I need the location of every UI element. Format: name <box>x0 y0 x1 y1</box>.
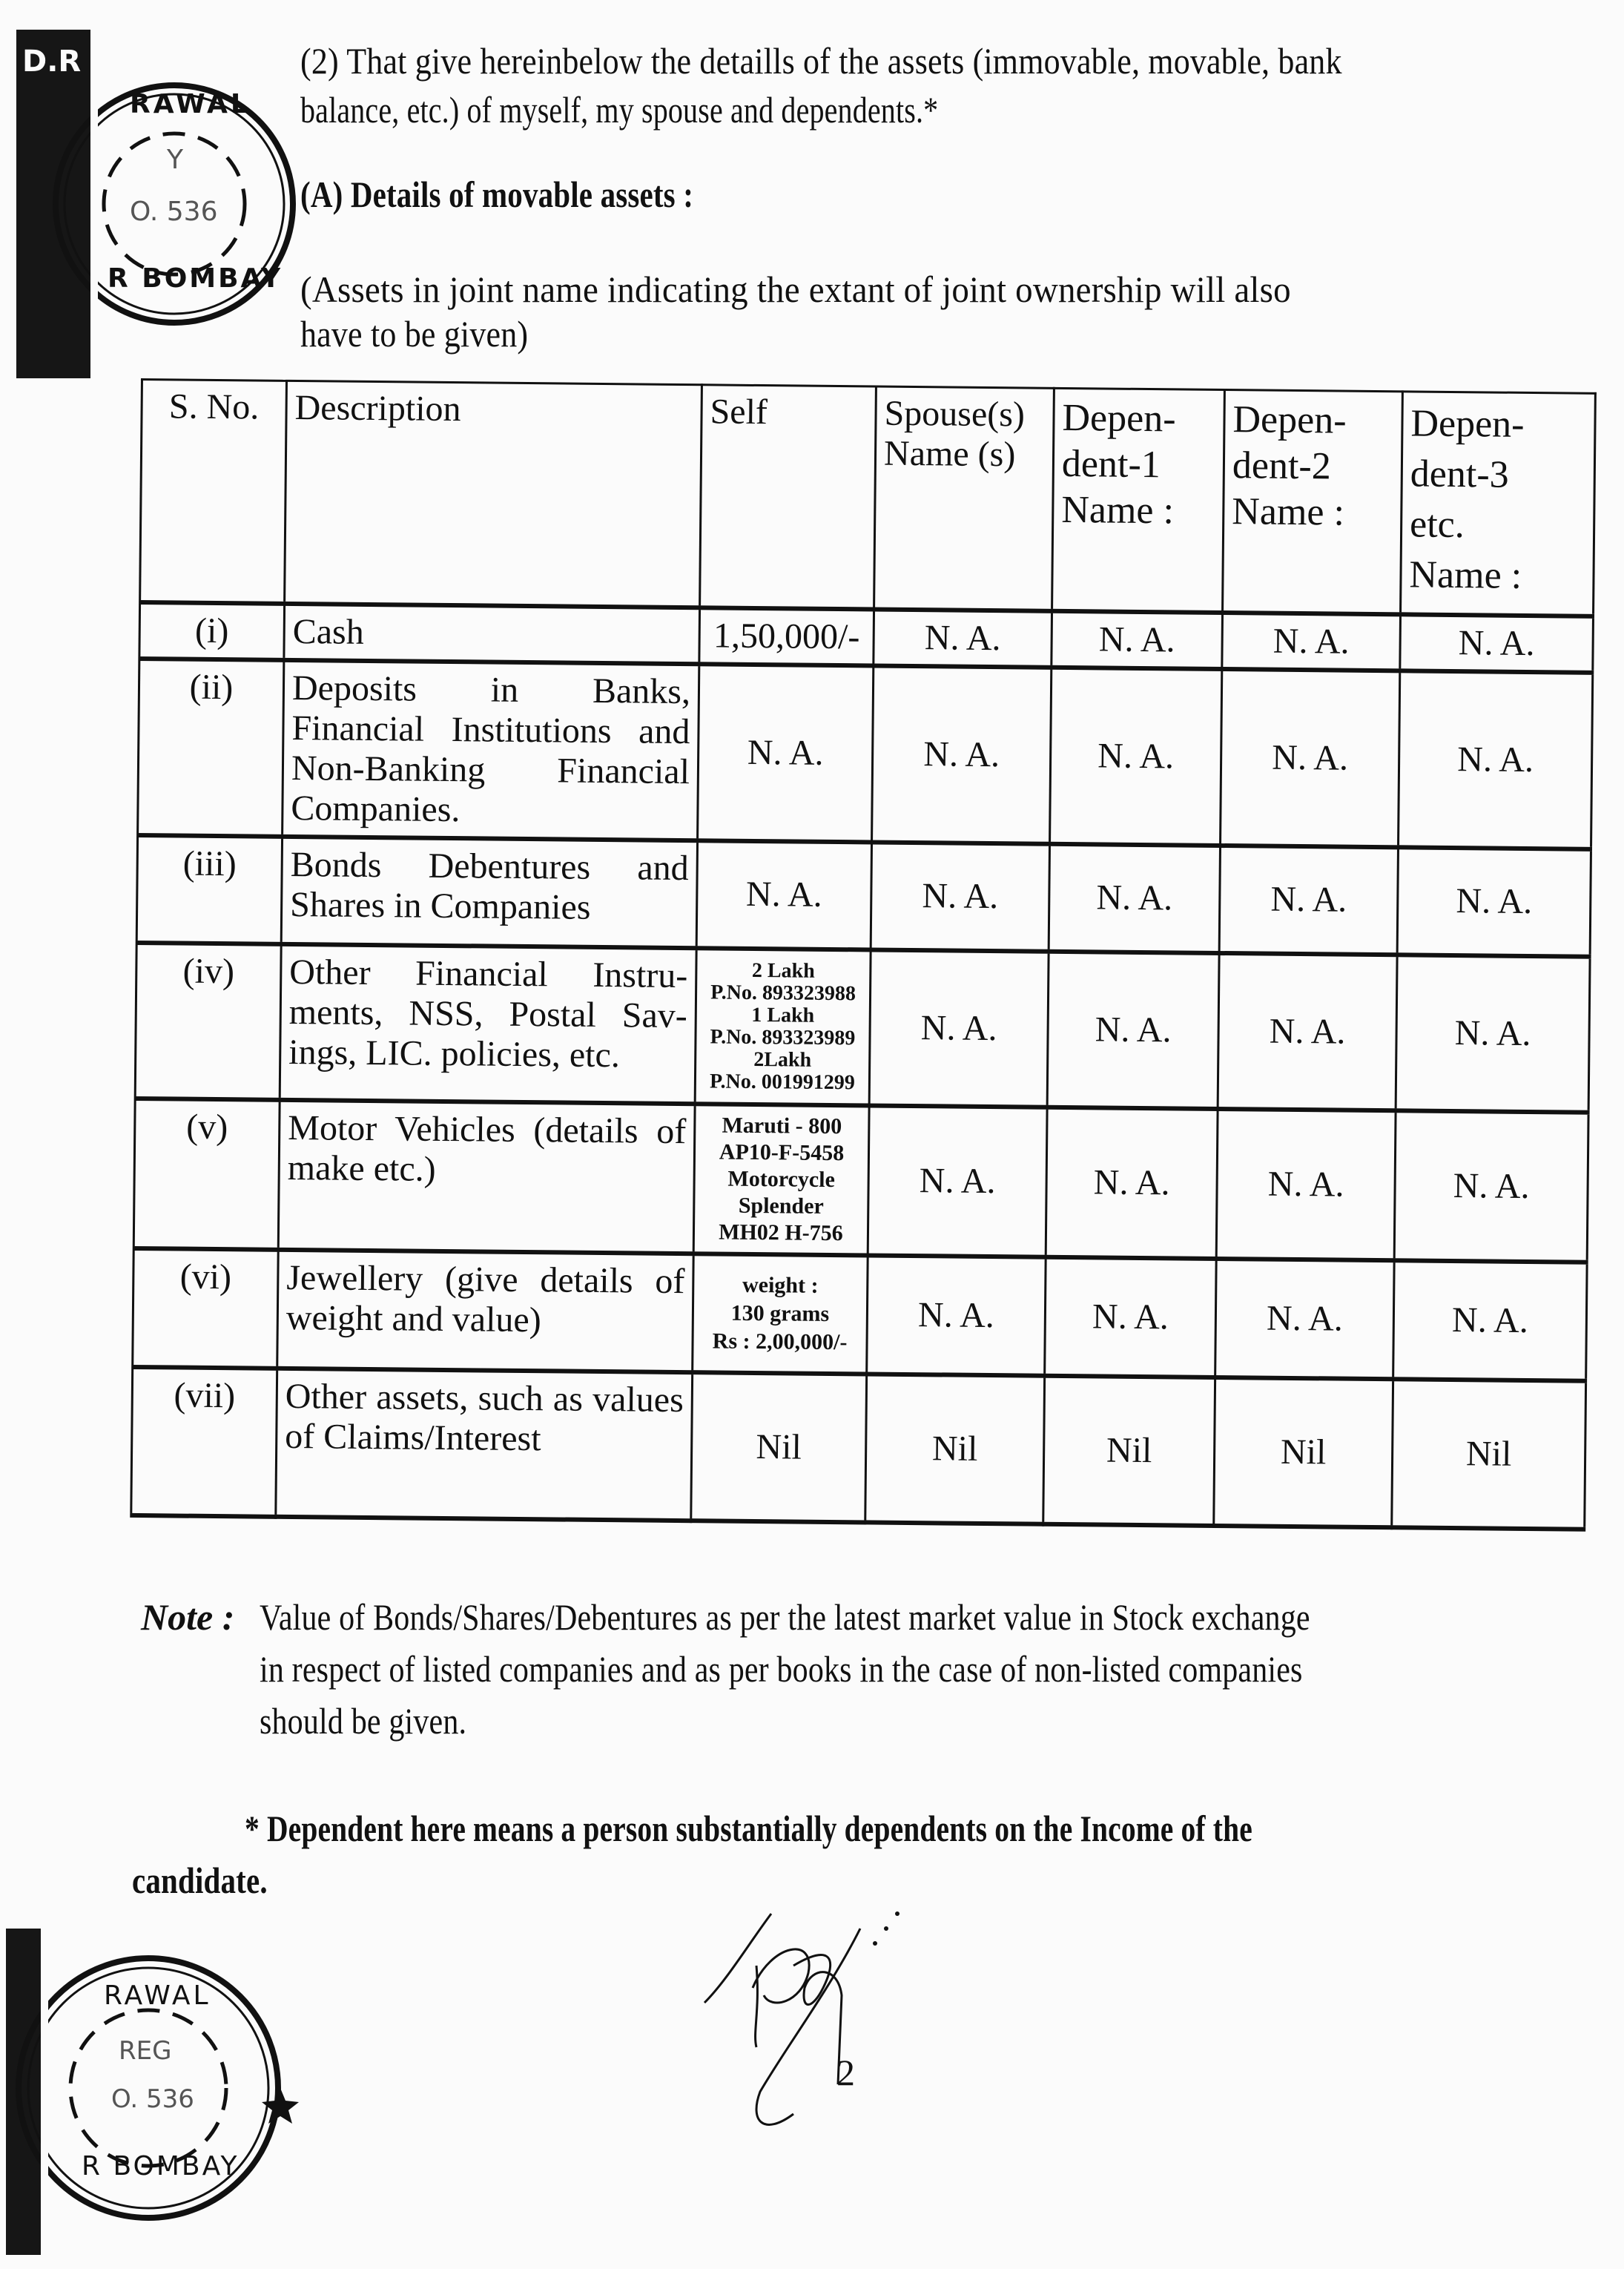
signature <box>682 1899 920 2144</box>
cell-dep1: N. A. <box>1052 610 1223 668</box>
cell-sno: (vi) <box>133 1248 279 1368</box>
cell-sno: (vii) <box>131 1366 277 1516</box>
header-dep3-line-4: Name : <box>1409 553 1522 597</box>
stamp-left-text: D.R <box>22 45 82 79</box>
cell-self-line: Motorcycle Splender <box>727 1166 836 1219</box>
stamp-bottom-bottom-text: R BOMBAY <box>82 2151 240 2181</box>
header-dep1-line-3: Name : <box>1061 488 1175 533</box>
intro-line-1: (2) That give hereinbelow the detaills of the assets (immovable, movable, bank <box>300 40 1342 82</box>
cell-self-line: N. A. <box>747 732 824 773</box>
cell-dep3: N. A. <box>1399 671 1593 849</box>
note-label: Note : <box>141 1596 235 1638</box>
cell-dep3: N. A. <box>1396 955 1590 1112</box>
cell-dep2: N. A. <box>1216 1108 1396 1259</box>
cell-dep3: N. A. <box>1400 614 1594 672</box>
cell-self-line: P.No. 893323988 <box>710 980 856 1005</box>
cell-self-line: Rs : 2,00,000/- <box>712 1328 848 1354</box>
cell-description: Bonds Debentures and Shares in Companies <box>281 836 697 947</box>
notary-stamp-top <box>0 15 297 401</box>
table-row <box>138 658 1593 849</box>
cell-dep1: N. A. <box>1049 843 1220 952</box>
cell-description: Cash <box>284 603 700 663</box>
table-row <box>136 834 1591 956</box>
cell-dep2: N. A. <box>1222 613 1401 671</box>
header-spouse-line-1: Spouse(s) <box>884 393 1026 435</box>
note-line-1: Value of Bonds/Shares/Debentures as per the latest market value in Stock exchange <box>260 1596 1310 1638</box>
header-dependent-2 <box>1223 390 1403 614</box>
notary-stamp-bottom <box>0 1914 311 2265</box>
cell-description: Other Financial Instru-ments, NSS, Postal Sav-ings, LIC. policies, etc. <box>280 944 696 1103</box>
cell-self-line: weight : <box>742 1272 819 1298</box>
table-header-row <box>140 380 1596 616</box>
note-line-3: should be given. <box>260 1700 467 1742</box>
movable-assets-table <box>130 378 1597 1531</box>
cell-dep1: Nil <box>1043 1375 1215 1525</box>
cell-sno: (iv) <box>135 942 281 1099</box>
header-dep1-line-2: dent-1 <box>1061 442 1161 487</box>
joint-note-line-2: have to be given) <box>300 313 529 355</box>
stamp-bottom-number: O. 536 <box>111 2084 194 2114</box>
stamp-bottom-reg: REG <box>119 2036 172 2066</box>
cell-description: Deposits in Banks, Financial Institutions and Non-Banking Financial Companies. <box>283 659 699 840</box>
footnote-line-1: * Dependent here means a person substantially dependents on the Income of the <box>245 1808 1252 1849</box>
cell-dep2: N. A. <box>1218 952 1397 1110</box>
cell-dep1: N. A. <box>1047 951 1219 1108</box>
cell-spouse: N. A. <box>869 949 1049 1107</box>
cell-spouse: N. A. <box>867 1255 1046 1375</box>
cell-dep2: Nil <box>1214 1377 1393 1527</box>
cell-description: Other assets, such as values of Claims/Interest <box>276 1368 693 1520</box>
header-dependent-3 <box>1401 392 1596 616</box>
header-spouse <box>874 386 1054 610</box>
header-dependent-1 <box>1052 388 1225 612</box>
header-dep2-line-1: Depen- <box>1232 398 1347 442</box>
footnote-line-2: candidate. <box>132 1860 268 1901</box>
header-dep1-line-1: Depen- <box>1062 396 1176 441</box>
cell-self <box>695 948 871 1105</box>
table-row <box>135 942 1590 1112</box>
stamp-center-line2: O. 536 <box>130 197 218 227</box>
header-dep3-line-1: Depen- <box>1410 402 1525 446</box>
cell-self-line: 1,50,000/- <box>713 615 860 656</box>
cell-spouse: N. A. <box>868 1105 1047 1257</box>
cell-dep3: N. A. <box>1394 1110 1588 1262</box>
cell-self-line: 2 Lakh <box>751 958 815 983</box>
cell-dep2: N. A. <box>1219 846 1398 955</box>
header-self: Self <box>700 385 877 609</box>
cell-sno: (v) <box>133 1098 280 1249</box>
cell-dep1: N. A. <box>1050 667 1222 845</box>
cell-self-line: P.No. 893323989 <box>710 1024 856 1050</box>
table-row <box>133 1098 1588 1262</box>
cell-dep1: N. A. <box>1045 1257 1217 1377</box>
stamp-center-line1: Y <box>167 145 183 175</box>
header-dep3-line-3: etc. <box>1409 503 1465 547</box>
cell-self <box>693 1104 869 1255</box>
cell-self <box>696 840 871 949</box>
cell-self <box>693 1254 868 1374</box>
intro-line-2: balance, etc.) of myself, my spouse and dependents.* <box>300 89 939 131</box>
cell-description: Motor Vehicles (details of make etc.) <box>278 1099 695 1253</box>
header-dep3-line-2: dent-3 <box>1410 452 1509 496</box>
cell-self-line: 1 Lakh <box>751 1003 815 1027</box>
joint-note-line-1: (Assets in joint name indicating the extant of joint ownership will also <box>300 269 1291 310</box>
cell-self-line: Nil <box>756 1426 802 1467</box>
cell-self-line: Maruti - 800 <box>722 1113 842 1139</box>
table-row <box>133 1248 1587 1380</box>
cell-self-line: 2Lakh <box>753 1047 812 1072</box>
stamp-bottom-top-text: RAWAL <box>104 1980 211 2011</box>
header-dep2-line-2: dent-2 <box>1232 444 1332 488</box>
header-dep2-line-3: Name : <box>1232 490 1345 534</box>
stamp-bottom-text: R BOMBAY <box>108 263 283 294</box>
section-heading: (A) Details of movable assets : <box>300 174 694 215</box>
header-sno: S. No. <box>140 380 287 604</box>
cell-sno: (iii) <box>136 834 282 944</box>
cell-dep1: N. A. <box>1046 1107 1218 1258</box>
cell-spouse: Nil <box>865 1374 1045 1524</box>
cell-spouse: N. A. <box>872 665 1052 843</box>
cell-sno: (i) <box>139 602 285 660</box>
cell-self-line: AP10-F-5458 <box>719 1139 845 1165</box>
cell-self <box>691 1372 867 1522</box>
header-description: Description <box>285 381 702 607</box>
cell-self <box>699 607 874 665</box>
cell-self <box>698 664 874 842</box>
cell-self-line: 130 grams <box>730 1300 830 1326</box>
cell-dep3: Nil <box>1392 1379 1586 1529</box>
cell-sno: (ii) <box>138 658 284 836</box>
cell-dep3: N. A. <box>1397 847 1591 956</box>
page-number: 2 <box>836 2052 855 2093</box>
cell-self-line: P.No. 001991299 <box>709 1069 855 1094</box>
stamp-top-text: RAWAL <box>130 89 251 119</box>
cell-spouse: N. A. <box>874 609 1052 667</box>
cell-spouse: N. A. <box>871 842 1049 951</box>
cell-dep3: N. A. <box>1393 1260 1588 1380</box>
header-spouse-line-2: Name (s) <box>883 433 1016 475</box>
note-line-2: in respect of listed companies and as per books in the case of non-listed companies <box>260 1648 1303 1690</box>
cell-self-line: N. A. <box>745 874 822 915</box>
table-row <box>131 1366 1586 1529</box>
cell-dep2: N. A. <box>1215 1258 1395 1378</box>
cell-dep2: N. A. <box>1221 669 1400 847</box>
cell-self-line: MH02 H-756 <box>719 1219 843 1245</box>
cell-description: Jewellery (give details of weight and value) <box>277 1249 694 1371</box>
